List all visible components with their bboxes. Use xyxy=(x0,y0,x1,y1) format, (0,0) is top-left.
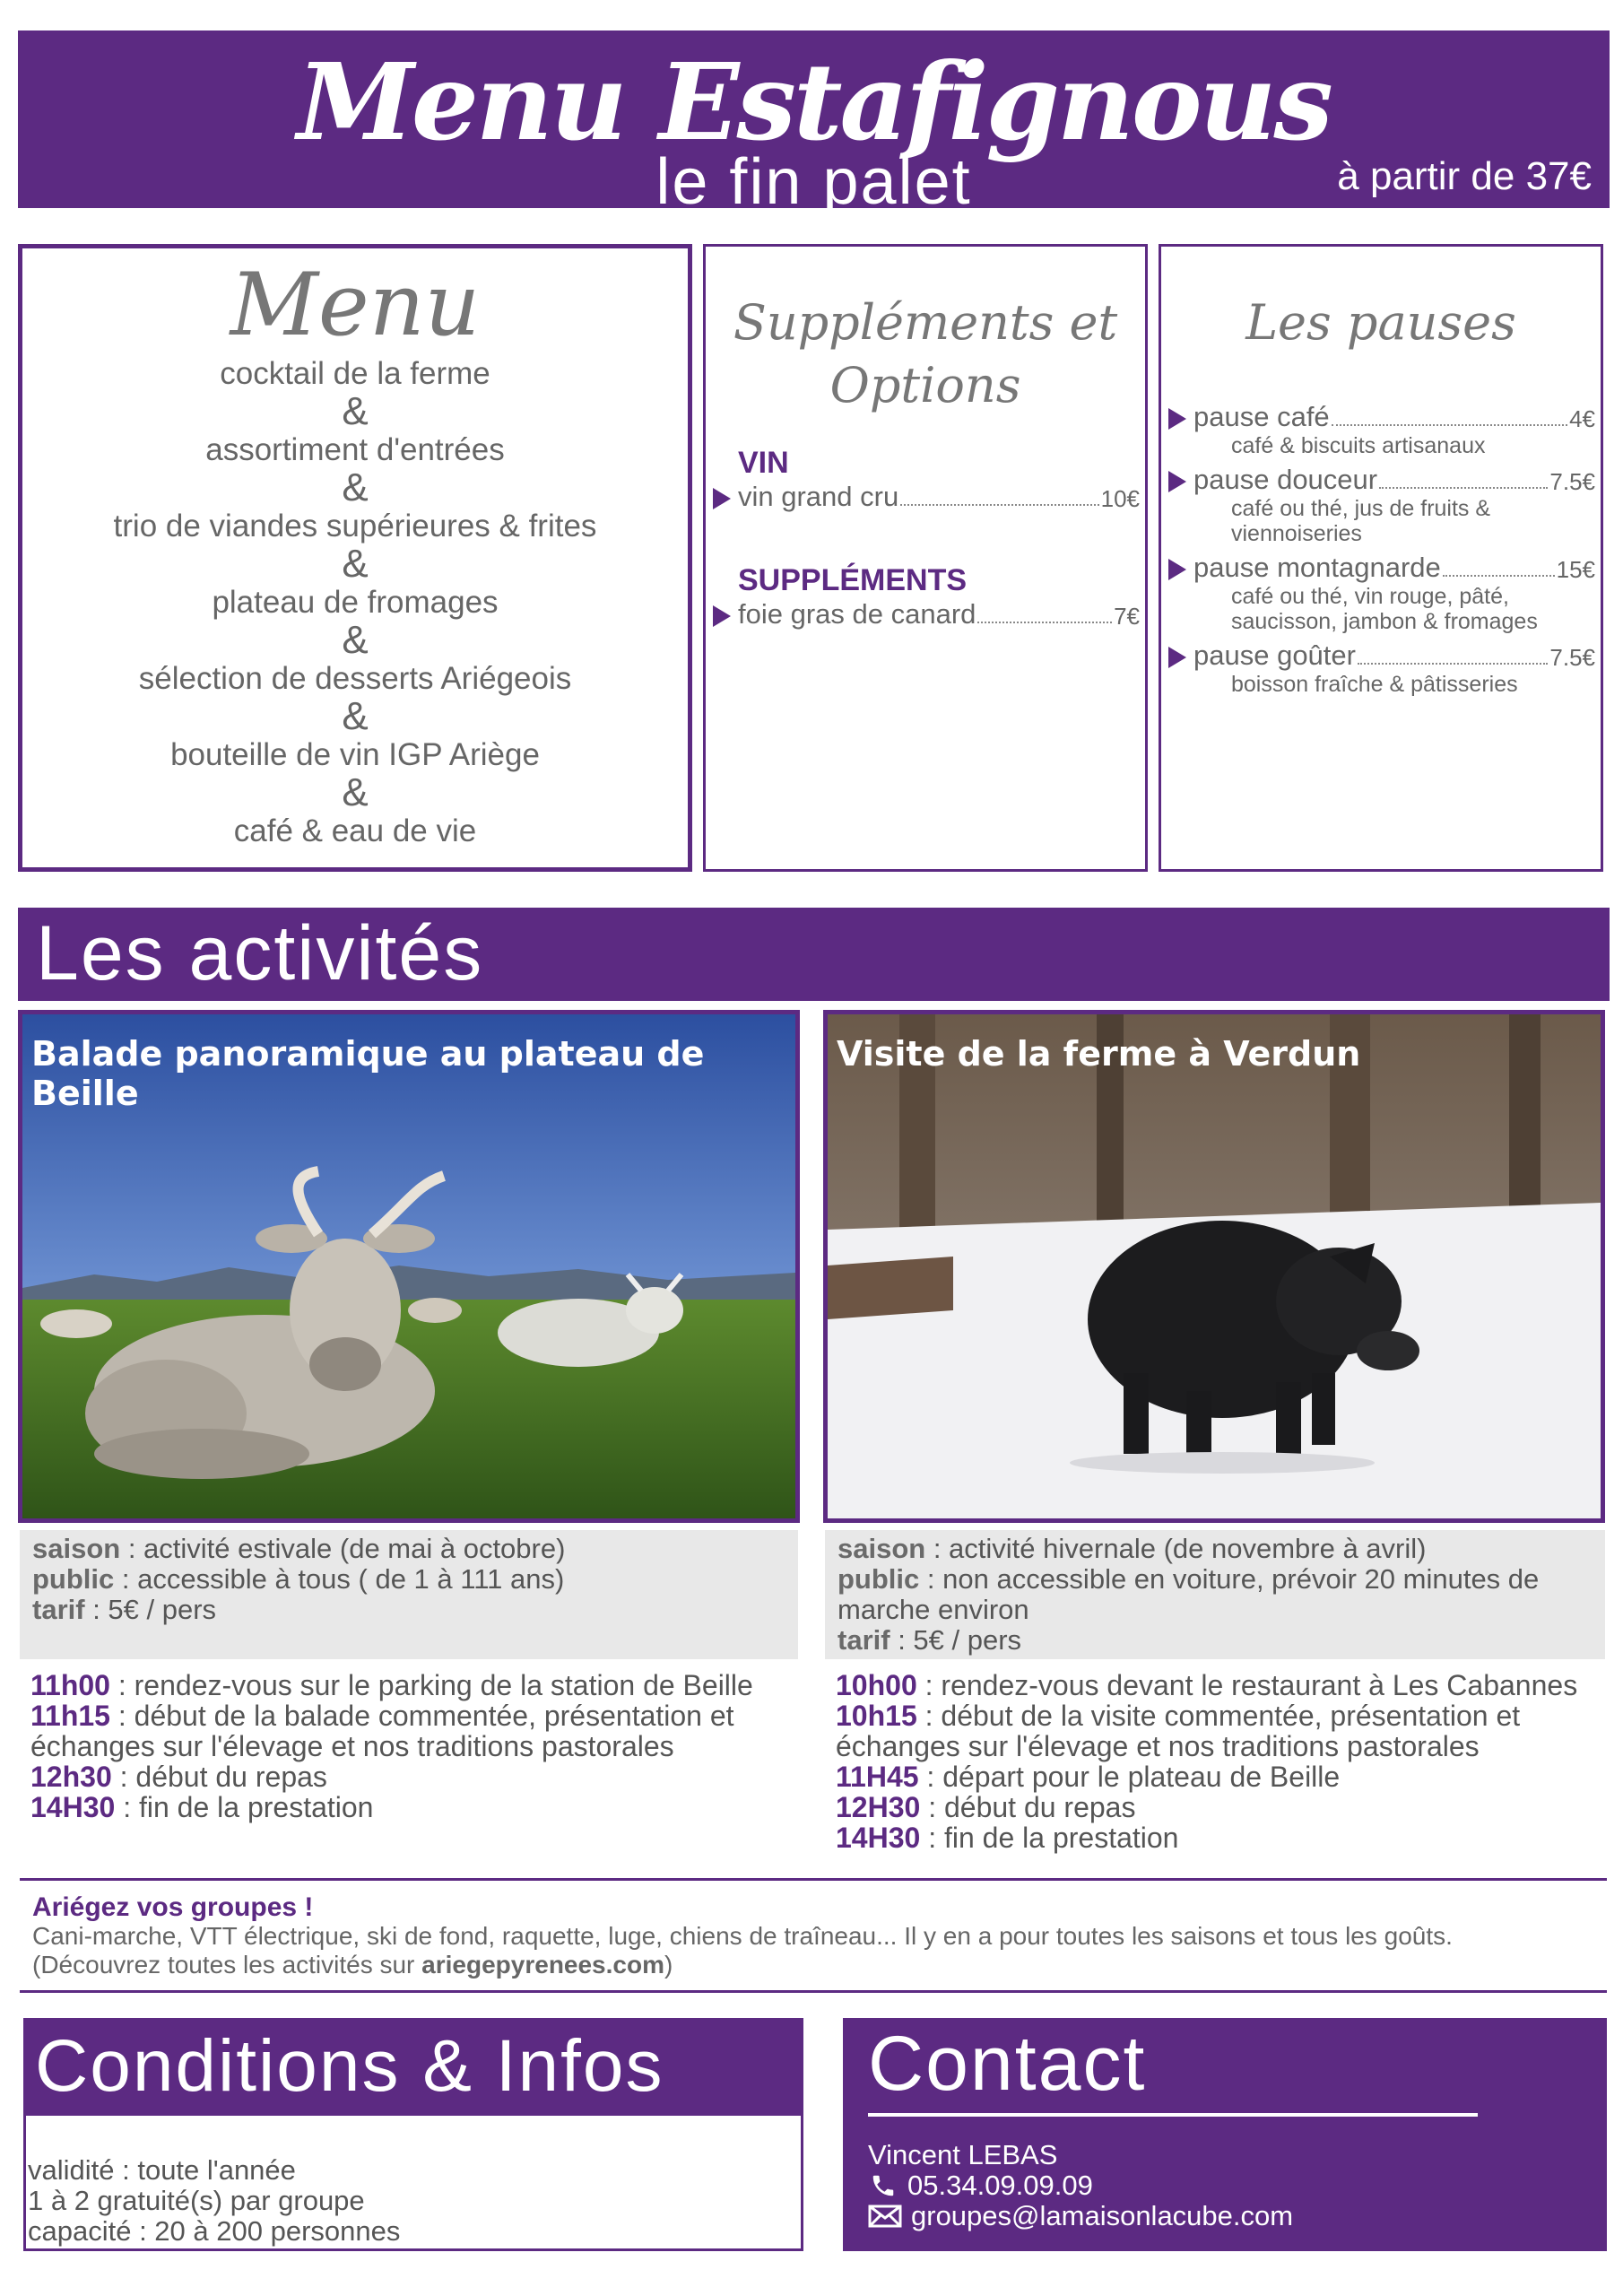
menu-item: bouteille de vin IGP Ariège xyxy=(170,737,540,772)
page-subtitle: le fin palet xyxy=(655,146,972,218)
schedule-text: : début du repas xyxy=(920,1791,1136,1823)
vin-item-label: vin grand cru xyxy=(738,481,899,512)
supplement-item-price: 7€ xyxy=(1114,603,1140,630)
schedule-text: : fin de la prestation xyxy=(115,1791,374,1823)
pig-illustration xyxy=(828,1014,1601,1518)
tarif-label: tarif xyxy=(838,1624,890,1656)
menu-separator: & xyxy=(342,618,369,662)
arrow-right-icon xyxy=(1168,408,1186,430)
dotted-leader xyxy=(900,504,1098,506)
schedule-text: : début du repas xyxy=(111,1761,327,1793)
conditions-title: Conditions & Infos xyxy=(35,2025,664,2107)
public-value: : non accessible en voiture, prévoir 20 minutes de marche environ xyxy=(838,1563,1540,1625)
pause-item-price: 4€ xyxy=(1569,405,1595,432)
schedule-row xyxy=(30,1792,802,1822)
ariegez-text: Cani-marche, VTT électrique, ski de fond, raquette, luge, chiens de traîneau... Il y en a pour toutes les saisons et tous les goûts. xyxy=(32,1922,1453,1950)
schedule-time: 12h30 xyxy=(30,1761,112,1793)
cows-photo xyxy=(18,1010,800,1523)
pauses-box xyxy=(1159,244,1603,872)
supplement-item xyxy=(706,598,1145,631)
public-value: : accessible à tous ( de 1 à 111 ans) xyxy=(114,1563,565,1595)
pause-item-desc: saucisson, jambon & fromages xyxy=(1231,609,1538,634)
pause-item-label: pause douceur xyxy=(1193,464,1378,495)
contact-divider xyxy=(868,2113,1478,2117)
pause-item-desc: café ou thé, vin rouge, pâté, xyxy=(1231,584,1509,609)
menu-separator: & xyxy=(342,465,369,509)
dotted-leader xyxy=(1358,663,1548,665)
conditions-list xyxy=(26,2155,801,2247)
pig-photo xyxy=(823,1010,1605,1523)
menu-separator: & xyxy=(342,389,369,433)
menu-list xyxy=(22,354,688,850)
dotted-leader xyxy=(1443,575,1555,577)
arrow-right-icon xyxy=(1168,647,1186,668)
left-activity-info xyxy=(20,1530,798,1659)
tarif-value: : 5€ / pers xyxy=(890,1624,1022,1656)
phone-icon xyxy=(868,2172,898,2199)
schedule-row xyxy=(30,1670,802,1700)
schedule-row xyxy=(836,1700,1607,1761)
right-activity-caption: Visite de la ferme à Verdun xyxy=(837,1034,1361,1074)
supplements-box xyxy=(703,244,1148,872)
schedule-time: 11h15 xyxy=(30,1700,110,1732)
schedule-time: 10h15 xyxy=(836,1700,917,1732)
saison-label: saison xyxy=(838,1533,926,1564)
schedule-text: : début de la balade commentée, présentation et échanges sur l'élevage et nos traditions pastorales xyxy=(30,1700,734,1762)
public-label: public xyxy=(32,1563,115,1595)
menu-item: plateau de fromages xyxy=(212,585,499,620)
schedule-time: 11H45 xyxy=(836,1761,919,1793)
pause-item-desc: viennoiseries xyxy=(1231,521,1362,546)
menu-separator: & xyxy=(342,542,369,586)
pauses-title: Les pauses xyxy=(1245,294,1516,351)
ariegez-link-prefix: (Découvrez toutes les activités sur xyxy=(32,1951,422,1979)
schedule-row xyxy=(30,1700,802,1761)
schedule-text: : début de la visite commentée, présentation et échanges sur l'élevage et nos traditions pastorales xyxy=(836,1700,1521,1762)
activities-title: Les activités xyxy=(36,910,484,996)
condition-line: 1 à 2 gratuité(s) par groupe xyxy=(28,2185,365,2216)
saison-label: saison xyxy=(32,1533,121,1564)
pause-item-label: pause montagnarde xyxy=(1193,552,1441,583)
contact-phone-row xyxy=(868,2170,1293,2201)
schedule-time: 12H30 xyxy=(836,1791,921,1823)
supplements-title: Suppléments et Options xyxy=(733,294,1118,413)
pause-item-desc: café ou thé, jus de fruits & xyxy=(1231,496,1491,521)
menu-item: sélection de desserts Ariégeois xyxy=(138,661,572,696)
pause-item-label: pause goûter xyxy=(1193,639,1356,671)
menu-item: cocktail de la ferme xyxy=(220,356,490,391)
page-title: Menu Estafignous xyxy=(297,39,1331,164)
dotted-leader xyxy=(1332,424,1567,426)
schedule-time: 14H30 xyxy=(836,1822,921,1854)
contact-email[interactable]: groupes@lamaisonlacube.com xyxy=(911,2200,1294,2231)
pause-item-price: 15€ xyxy=(1556,556,1595,583)
contact-name: Vincent LEBAS xyxy=(868,2139,1058,2170)
pause-item-price: 7.5€ xyxy=(1549,644,1595,671)
schedule-time: 10h00 xyxy=(836,1669,917,1701)
arrow-right-icon xyxy=(1168,471,1186,492)
header-banner xyxy=(18,30,1610,218)
contact-phone[interactable]: 05.34.09.09.09 xyxy=(907,2170,1093,2201)
schedule-time: 14H30 xyxy=(30,1791,116,1823)
arrow-right-icon xyxy=(1168,559,1186,580)
pause-item-desc: boisson fraîche & pâtisseries xyxy=(1231,672,1518,697)
pause-item-price: 7.5€ xyxy=(1549,468,1595,495)
ariegez-link-suffix: ) xyxy=(664,1951,673,1979)
pause-item xyxy=(1161,464,1601,496)
saison-value: : activité hivernale (de novembre à avril) xyxy=(925,1533,1427,1564)
ariegez-link[interactable]: ariegepyrenees.com xyxy=(421,1951,664,1979)
vin-item xyxy=(706,481,1145,513)
arrow-right-icon xyxy=(713,605,731,627)
left-schedule xyxy=(30,1670,802,1822)
schedule-row xyxy=(836,1761,1607,1792)
right-activity-info xyxy=(825,1530,1605,1659)
menu-item: assortiment d'entrées xyxy=(205,432,505,467)
vin-heading: VIN xyxy=(738,446,789,480)
envelope-icon xyxy=(868,2205,902,2228)
contact-box xyxy=(843,2018,1607,2251)
schedule-row xyxy=(836,1670,1607,1700)
contact-email-row xyxy=(868,2201,1293,2231)
pause-item xyxy=(1161,639,1601,672)
pause-item xyxy=(1161,552,1601,584)
contact-title: Contact xyxy=(868,2021,1147,2107)
menu-item: café & eau de vie xyxy=(233,813,477,848)
schedule-text: : rendez-vous devant le restaurant à Les Cabannes xyxy=(916,1669,1578,1701)
tarif-value: : 5€ / pers xyxy=(84,1594,217,1625)
arrow-right-icon xyxy=(713,488,731,509)
pause-item-label: pause café xyxy=(1193,401,1330,432)
schedule-time: 11h00 xyxy=(30,1669,110,1701)
activities-banner xyxy=(18,908,1610,1001)
saison-value: : activité estivale (de mai à octobre) xyxy=(120,1533,566,1564)
pause-item-desc: café & biscuits artisanaux xyxy=(1231,433,1486,458)
schedule-row xyxy=(836,1822,1607,1853)
schedule-text: : départ pour le plateau de Beille xyxy=(918,1761,1341,1793)
contact-details xyxy=(868,2140,1293,2231)
tarif-label: tarif xyxy=(32,1594,85,1625)
menu-separator: & xyxy=(342,770,369,814)
dotted-leader xyxy=(977,622,1112,623)
ariegez-heading: Ariégez vos groupes ! xyxy=(32,1892,314,1922)
condition-line: capacité : 20 à 200 personnes xyxy=(28,2215,401,2247)
conditions-header xyxy=(26,2021,801,2116)
menu-title: Menu xyxy=(230,255,481,355)
right-schedule xyxy=(836,1670,1607,1853)
supplements-heading: SUPPLÉMENTS xyxy=(738,563,968,597)
starting-price: à partir de 37€ xyxy=(1337,154,1592,198)
public-label: public xyxy=(838,1563,920,1595)
schedule-row xyxy=(836,1792,1607,1822)
schedule-text: : fin de la prestation xyxy=(920,1822,1179,1854)
supplement-item-label: foie gras de canard xyxy=(738,598,976,630)
menu-item: trio de viandes supérieures & frites xyxy=(113,509,597,544)
conditions-box xyxy=(23,2018,803,2251)
schedule-row xyxy=(30,1761,802,1792)
ariegez-link-line xyxy=(32,1951,1594,1979)
left-activity-caption: Balade panoramique au plateau de Beille xyxy=(31,1034,705,1113)
condition-line: validité : toute l'année xyxy=(28,2154,296,2186)
menu-box xyxy=(18,244,692,872)
ariegez-section xyxy=(20,1878,1607,1993)
dotted-leader xyxy=(1379,487,1548,489)
schedule-text: : rendez-vous sur le parking de la station de Beille xyxy=(109,1669,753,1701)
menu-separator: & xyxy=(342,694,369,738)
pause-item xyxy=(1161,401,1601,433)
vin-item-price: 10€ xyxy=(1100,485,1140,512)
